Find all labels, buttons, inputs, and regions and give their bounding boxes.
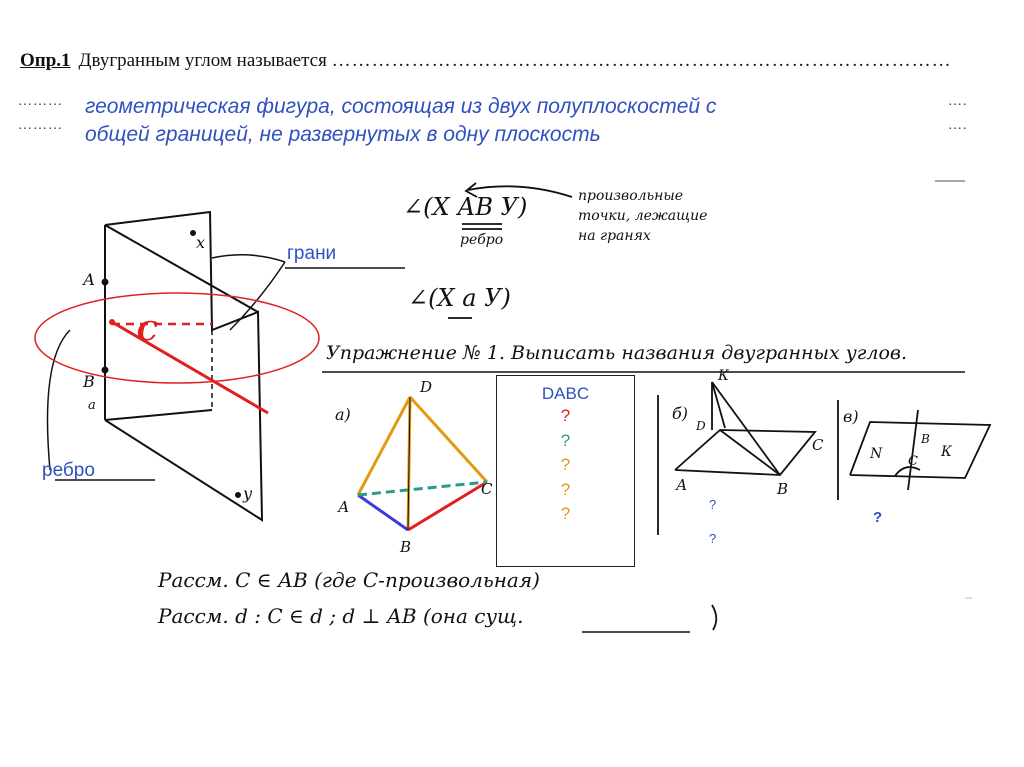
fig-c-n-label: N: [870, 446, 883, 462]
line-a-label: а: [88, 398, 96, 413]
angle-notation-2: ∠(Х а У): [408, 284, 511, 312]
part-b-label: б): [672, 404, 689, 423]
fig-c-c-label: С: [908, 454, 918, 469]
answer-question-1: ?: [560, 406, 571, 425]
b-base: [675, 430, 815, 475]
point-y-dot: [236, 493, 240, 497]
edge-word: ребро: [460, 232, 504, 248]
point-a-dot: [103, 280, 108, 285]
answer-line-2: общей границей, не развернутых в одну плоскость: [85, 123, 601, 146]
note-line-3: на гранях: [578, 228, 651, 244]
half-plane-front-top: [105, 225, 258, 312]
c-edge: [908, 410, 918, 490]
fig-b-c-label: С: [812, 436, 824, 454]
point-y-label: у: [243, 484, 253, 503]
half-plane-bottom: [105, 410, 212, 420]
part-a-label: а): [335, 405, 351, 424]
note-line-2: точки, лежащие: [578, 208, 708, 224]
point-c-dot: [109, 319, 115, 325]
edge-pointer: [48, 330, 71, 470]
part-c-question: ?: [873, 509, 883, 526]
answer-question-5: ?: [560, 504, 571, 523]
edge-ab: [358, 495, 408, 530]
point-x-dot: [191, 231, 195, 235]
part-b-question-2: ?: [709, 531, 717, 546]
edge-label: ребро: [42, 460, 95, 481]
answer-question-4: ?: [560, 479, 571, 499]
consider-line-1: Рассм. С ∈ АВ (где С-произвольная): [158, 568, 540, 592]
tetra-a-label: А: [338, 498, 350, 516]
answer-box-title: DABC: [541, 384, 590, 403]
exercise-title: Упражнение № 1. Выписать названия двугранных углов.: [326, 342, 908, 364]
figure-c: [838, 400, 990, 500]
answer-line-1: геометрическая фигура, состоящая из двух полуплоскостей с: [85, 95, 717, 118]
edge-dc: [410, 397, 487, 482]
tetra-d-label: D: [420, 378, 433, 396]
right-dots-1: ….: [948, 94, 968, 109]
tetra-c-label: С: [481, 480, 493, 498]
linear-angle: [35, 293, 319, 413]
fig-b-k-label: К: [718, 368, 729, 384]
part-b-question-1: ?: [709, 497, 717, 512]
fig-b-b-label: В: [777, 480, 789, 498]
left-dots-1: ………: [18, 94, 63, 109]
fig-c-k-label: К: [941, 444, 952, 460]
definition-number: Опр.1: [20, 50, 71, 71]
answer-box: [496, 375, 635, 567]
answer-question-2: ?: [560, 430, 571, 450]
arbitrary-points-note: [578, 186, 707, 246]
faces-label: грани: [287, 243, 337, 264]
b-kd2: [712, 382, 725, 428]
faces-pointer-1: [212, 255, 285, 262]
definition-dots: …………………………………………………………………………………: [331, 50, 952, 71]
edge-da: [358, 397, 410, 495]
highlight-ellipse: [35, 293, 319, 383]
point-b-dot: [103, 368, 108, 373]
point-c-label: С: [137, 317, 158, 347]
left-dots-2: ………: [18, 118, 63, 133]
fig-b-a-label: А: [676, 476, 688, 494]
half-plane-back: [105, 212, 262, 520]
dihedral-figure: [48, 212, 406, 520]
b-db: [720, 430, 780, 475]
right-dots-2: ….: [948, 118, 968, 133]
fig-b-d-label: D: [696, 419, 706, 433]
point-a-label: А: [83, 270, 96, 289]
answer-question-3: ?: [560, 455, 571, 474]
fig-c-b-label: В: [921, 432, 930, 446]
b-kb: [712, 382, 780, 475]
consider-paren: [712, 605, 716, 630]
point-b-label: В: [83, 372, 95, 391]
point-x-label: х: [196, 233, 206, 252]
angle-notation-1: ∠(Х АВ У): [403, 193, 528, 221]
part-c-label: в): [843, 407, 859, 426]
note-line-1: произвольные: [578, 188, 684, 204]
tetra-b-label: В: [400, 538, 412, 556]
tetrahedron: [358, 397, 487, 530]
consider-line-2: Рассм. d : С ∈ d ; d ⊥ АВ (она сущ.: [158, 604, 524, 628]
perpendicular-line: [112, 322, 268, 413]
definition-text: Двугранным углом называется: [78, 50, 327, 71]
